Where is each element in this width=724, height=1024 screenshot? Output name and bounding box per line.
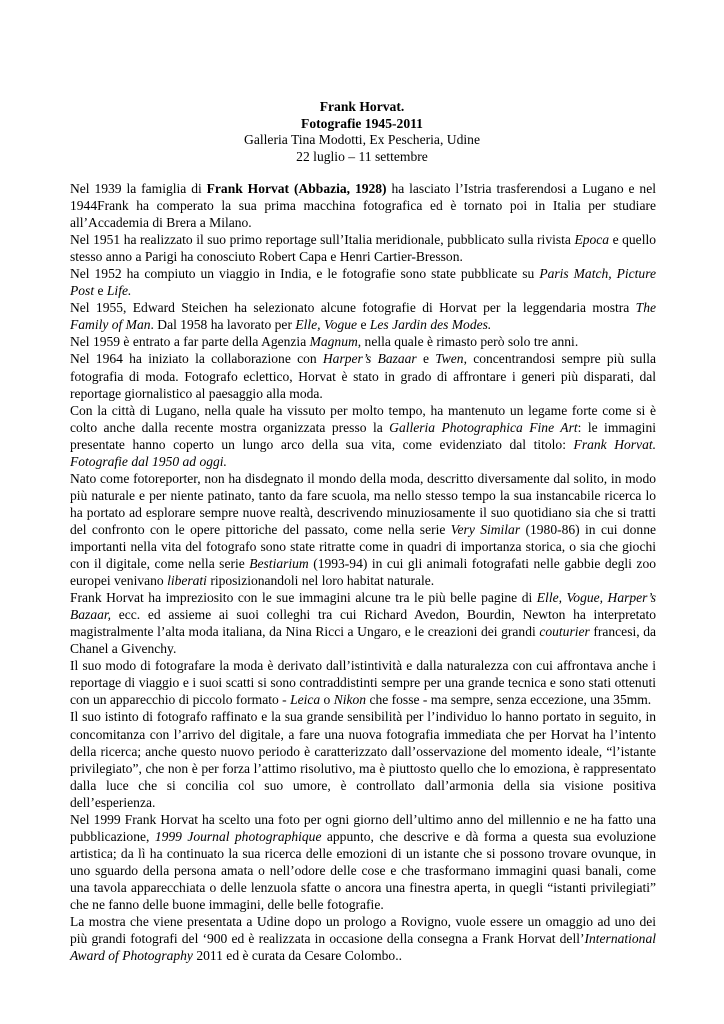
document-subtitle: Fotografie 1945-2011 — [301, 115, 423, 131]
emphasis: liberati — [167, 573, 207, 589]
text-run: 2011 ed è curata da Cesare Colombo.. — [192, 948, 402, 964]
exhibition-title: The Family of Man — [70, 300, 656, 333]
text-run: , concentrandosi sempre più sulla fotografia di moda. Fotografo eclettico, Horvat è stato in grado di affrontare i generi più disparati, dal reportage giornalistico al paesaggio alla moda. — [70, 351, 657, 401]
text-run: e quello stesso anno a Parigi ha conosciuto Robert Capa e Henri Cartier-Bresson. — [70, 232, 656, 265]
publication-title: 1999 Journal photographique — [154, 828, 322, 844]
paragraph-2 — [70, 231, 656, 265]
paragraph-6 — [70, 350, 656, 401]
text-run: La mostra che viene presentata a Udine dopo un prologo a Rovigno, vuole essere un omaggio ad uno dei più grandi fotografi del ‘900 ed è realizzata in occasione della consegna a Frank Horvat dell’ — [70, 914, 656, 947]
text-run: , nella quale è rimasto però solo tre anni. — [357, 334, 579, 350]
document-title: Frank Horvat. — [319, 99, 405, 114]
text-run: Frank Horvat ha impreziosito con le sue immagini alcune tra le più belle pagine di — [70, 590, 537, 606]
gallery-name: Galleria Photographica Fine Art — [389, 419, 578, 435]
publication-title: Paris Match, Picture Post — [70, 266, 656, 299]
series-title: Bestiarium — [249, 556, 309, 572]
document-header — [0, 99, 724, 165]
paragraph-13 — [70, 913, 656, 964]
agency-name: Magnum — [309, 334, 358, 350]
text-run: che fosse - ma sempre, senza eccezione, una 35mm. — [366, 692, 652, 708]
text-run: Nel 1964 ha iniziato la collaborazione con — [70, 351, 323, 367]
text-run: (1980-86) in cui donne importanti nella vita del fotografo sono state ritratte come in quadri di importanza storica, o sia che giochi con il digitale, come nella serie — [70, 521, 656, 572]
publication-title: Twen — [435, 351, 464, 367]
text-run: . Dal 1958 ha lavorato per — [150, 317, 296, 333]
publication-title: Elle, Vogue — [295, 317, 358, 333]
text-run: Nel 1939 la famiglia di — [70, 181, 207, 196]
text-run: Con la città di Lugano, nella quale ha vissuto per molto tempo, ha mantenuto un legame forte come si è colto anche dalla recente mostra organizzata presso la — [70, 402, 656, 435]
text-run: ecc. ed assieme ai suoi colleghi tra cui Richard Avedon, Bourdin, Newton ha interpretato magistralmente l’alta moda italiana, da Nina Ricci a Ungaro, e le creazioni dei grandi — [70, 607, 656, 640]
text-run: e — [357, 317, 370, 333]
text-run: Nato come fotoreporter, non ha disdegnato il mondo della moda, descritto diversamente dal solito, in modo più naturale e per niente patinato, tanto da fare scuola, ma nello stesso tempo la sua instancabile ricerca lo ha portato ad esplorare sempre nuove realtà, descrivendo minuziosamente il suo quotidiano sia che si tratti del confronto con le opere pittoriche del passato, come nella serie — [70, 470, 656, 537]
text-run: ha lasciato l’Istria trasferendosi a Lugano e nel 1944Frank ha comperato la sua prima macchina fotografica ed è tornato poi in Italia per studiare all’Accademia di Brera a Milano. — [70, 181, 656, 231]
text-run: riposizionandoli nel loro habitat naturale. — [206, 573, 435, 589]
text-run: Nel 1951 ha realizzato il suo primo reportage sull’Italia meridionale, pubblicato sulla rivista — [70, 232, 575, 248]
exhibition-venue: Galleria Tina Modotti, Ex Pescheria, Udine — [244, 132, 480, 148]
text-run: Il suo istinto di fotografo raffinato e la sua grande sensibilità per l’individuo lo hanno portato in seguito, in concomitanza con l’arrivo del digitale, a fare una nuova fotografia immediata che per Horvat ha l’intento della ricerca; anche questo nuovo periodo è caratterizzato dall’osservazione del momento ideale, “l’istante privilegiato”, che non è per forza l’attimo risolutivo, ma è piuttosto quello che lo emoziona, è rappresentato dalla luce che si concilia col suo umore, è controllato dall’armonia della sia visione positiva dell’esperienza. — [70, 709, 656, 810]
emphasis: couturier — [539, 624, 590, 640]
camera-brand: Leica — [290, 692, 321, 708]
publication-title: Les Jardin des Modes. — [369, 317, 492, 333]
paragraph-11 — [70, 708, 656, 810]
document-body — [70, 180, 656, 964]
text-run: francesi, da Chanel a Givenchy. — [70, 624, 656, 657]
paragraph-10 — [70, 657, 656, 708]
artist-name: Frank Horvat (Abbazia, 1928) — [206, 181, 387, 196]
paragraph-9 — [70, 589, 656, 657]
text-run: (1993-94) in cui gli animali fotografati nelle gabbie degli zoo europei venivano — [70, 556, 656, 589]
text-run: Nel 1952 ha compiuto un viaggio in India, e le fotografie sono state pubblicate su — [70, 266, 540, 282]
text-run: Nel 1959 è entrato a far parte della Agenzia — [70, 334, 310, 350]
publication-title: Harper’s Bazaar — [322, 351, 417, 367]
paragraph-8 — [70, 470, 656, 589]
text-run: Nel 1955, Edward Steichen ha selezionato alcune fotografie di Horvat per la leggendaria mostra — [70, 300, 636, 316]
exhibition-title: Frank Horvat. Fotografie dal 1950 ad oggi. — [70, 436, 656, 469]
paragraph-12 — [70, 811, 656, 913]
text-run: Il suo modo di fotografare la moda è derivato dall’istintività e dalla naturalezza con cui affrontava anche i reportage di viaggio e i suoi scatti si sono contraddistinti sempre per una grande tecnica e sono stati ottenuti con un apparecchio di piccolo formato - — [70, 658, 656, 708]
paragraph-5 — [70, 333, 656, 350]
paragraph-4 — [70, 299, 656, 333]
publication-title: Epoca — [574, 232, 610, 248]
exhibition-dates: 22 luglio – 11 settembre — [296, 148, 428, 164]
text-run: : le immagini presentate hanno coperto un lungo arco della sua vita, come evidenziato dal titolo: — [70, 419, 656, 452]
text-run: Nel 1999 Frank Horvat ha scelto una foto per ogni giorno dell’ultimo anno del millennio e ne ha fatto una pubblicazione, — [70, 811, 656, 844]
series-title: Very Similar — [450, 521, 521, 537]
paragraph-7 — [70, 402, 656, 470]
paragraph-1 — [70, 180, 656, 231]
text-run: o — [320, 692, 334, 708]
text-run: appunto, che descrive e dà forma a questa sua evoluzione artistica; da lì ha continuato la sua ricerca delle emozioni di un istante che si possono trovare ovunque, in uno sguardo della persona amata o nell’odore delle cose e che trasformano immagini quasi banali, come una tavola apparecchiata o delle lenzuola sfatte o ancora una finestra aperta, in quegli “istanti privilegiati” che ne fanno delle buone immagini, delle belle fotografie. — [70, 828, 656, 912]
award-name: International Award of Photography — [70, 931, 656, 964]
text-run: e — [94, 283, 107, 299]
publication-title: Elle, Vogue, Harper’s Bazaar, — [70, 590, 656, 623]
camera-brand: Nikon — [333, 692, 367, 708]
text-run: e — [416, 351, 436, 367]
paragraph-3 — [70, 265, 656, 299]
publication-title: Life. — [106, 283, 132, 299]
